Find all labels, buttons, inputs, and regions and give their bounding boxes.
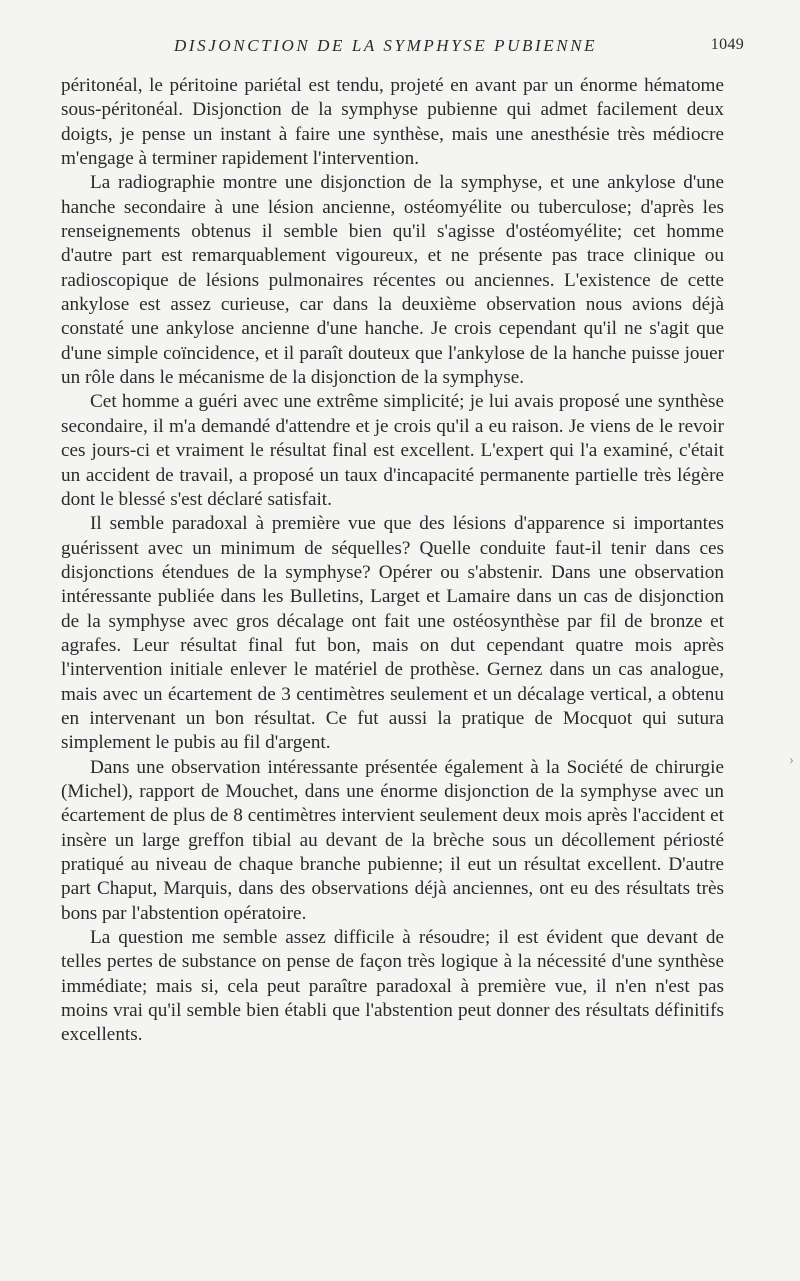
paragraph: Cet homme a guéri avec une extrême simplicité; je lui avais proposé une synthèse secondaire, il m'a demandé d'attendre et je crois qu'il a eu raison. Je viens de le revoir ces jours-ci et vraiment le résultat final est excellent. L'expert qui l'a examiné, c'était un accident de travail, a proposé un taux d'incapacité permanente partielle très légère dont le blessé s'est déclaré satisfait. bbox=[61, 391, 724, 510]
running-title: DISJONCTION DE LA SYMPHYSE PUBIENNE bbox=[174, 36, 598, 55]
body-text bbox=[61, 74, 724, 1048]
paragraph: La radiographie montre une disjonction de la symphyse, et une ankylose d'une hanche secondaire à une lésion ancienne, ostéomyélite ou tuberculose; d'après les renseignements obtenus il semble bien qu'il s'agisse d'ostéomyélite; cet homme d'autre part est remarquablement vigoureux, et ne présente pas trace clinique ou radioscopique de lésions pulmonaires récentes ou anciennes. L'existence de cette ankylose est assez curieuse, car dans la deuxième observation nous avions déjà constaté une ankylose ancienne d'une hanche. Je crois cependant qu'il ne s'agit que d'une simple coïncidence, et il paraît douteux que l'ankylose de la hanche puisse jouer un rôle dans le mécanisme de la disjonction de la symphyse. bbox=[61, 172, 724, 389]
paragraph: Dans une observation intéressante présentée également à la Société de chirurgie (Michel), rapport de Mouchet, dans une énorme disjonction de la symphyse avec un écartement de plus de 8 centimètres intervient seulement deux mois après l'accident et insère un large greffon tibial au devant de la brèche sous un décollement périosté pratiqué au niveau de chaque branche pubienne; il eut un résultat excellent. D'autre part Chaput, Marquis, dans des observations déjà anciennes, ont eu des résultats très bons par l'abstention opératoire. bbox=[61, 756, 724, 924]
page-number: 1049 bbox=[710, 36, 744, 53]
running-head bbox=[62, 36, 744, 60]
paragraph: Il semble paradoxal à première vue que des lésions d'apparence si importantes guérissent avec un minimum de séquelles? Quelle conduite faut-il tenir dans ces disjonctions étendues de la symphyse? Opérer ou s'abstenir. Dans une observation intéressante publiée dans les Bulletins, Larget et Lamaire dans un cas de disjonction de la symphyse avec gros décalage ont fait une ostéosynthèse par fil de bronze et agrafes. Leur résultat final fut bon, mais on dut cependant quatre mois après l'intervention initiale enlever le matériel de prothèse. Gernez dans un cas analogue, mais avec un écartement de 3 centimètres seulement et un décalage vertical, a obtenu en intervenant un bon résultat. Ce fut aussi la pratique de Mocquot qui sutura simplement le pubis au fil d'argent. bbox=[61, 513, 724, 754]
margin-mark-icon: › bbox=[789, 752, 794, 768]
paragraph: péritonéal, le péritoine pariétal est tendu, projeté en avant par un énorme hématome sous-péritonéal. Disjonction de la symphyse pubienne qui admet facilement deux doigts, je pense un instant à faire une synthèse, mais une anesthésie très médiocre m'engage à terminer rapidement l'intervention. bbox=[61, 75, 724, 170]
paragraph: La question me semble assez difficile à résoudre; il est évident que devant de telles pertes de substance on pense de façon très logique à la nécessité d'une synthèse immédiate; mais si, cela peut paraître paradoxal à première vue, il n'en n'est pas moins vrai qu'il semble bien établi que l'abstention peut donner des résultats définitifs excellents. bbox=[61, 927, 724, 1046]
